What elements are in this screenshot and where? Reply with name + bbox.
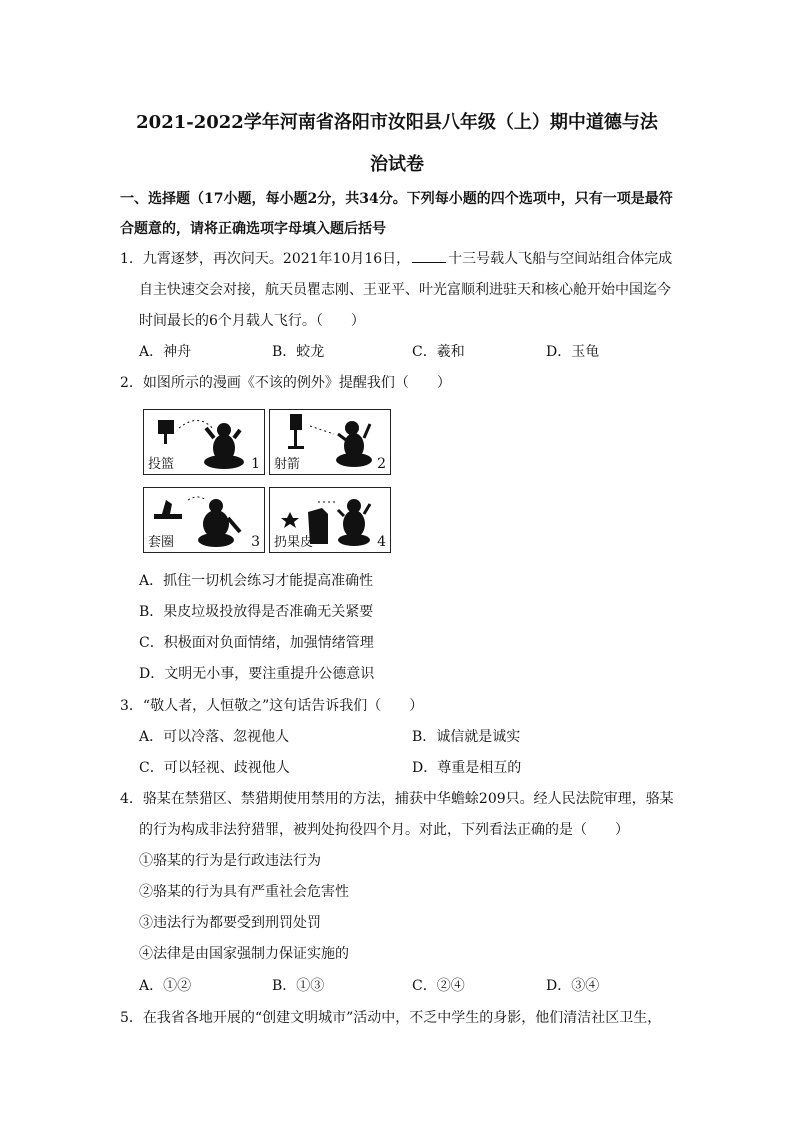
q1-stem-text-b: 十三号载人飞船与空间站组合体完成 <box>448 251 673 267</box>
q1-option-b: B．蛟龙 <box>272 344 325 360</box>
cartoon-panel-3 <box>143 487 265 553</box>
q2-option-b: B．果皮垃圾投放得是否准确无关紧要 <box>139 604 374 620</box>
q3-option-a: A．可以冷落、忽视他人 <box>139 729 290 745</box>
cartoon-panel-4 <box>269 487 391 553</box>
cartoon-panel-1 <box>143 409 265 475</box>
q4-option-d: D．③④ <box>546 978 600 994</box>
panel-number-1: 1 <box>251 456 260 472</box>
q4-stem-line1: 4．骆某在禁猎区、禁猎期使用禁用的方法，捕获中华蟾蜍209只。经人民法院审理，骆某 <box>120 791 674 807</box>
panel-label-4: 扔果皮 <box>274 535 314 550</box>
q1-option-d: D．玉龟 <box>546 344 600 360</box>
q2-option-c: C．积极面对负面情绪，加强情绪管理 <box>139 635 374 651</box>
q4-item-1: ①骆某的行为是行政违法行为 <box>139 853 321 869</box>
exam-title-line2: 治试卷 <box>370 154 424 175</box>
q2-stem: 2．如图所示的漫画《不该的例外》提醒我们（ ） <box>120 375 451 391</box>
q4-item-2: ②骆某的行为具有严重社会危害性 <box>139 884 349 900</box>
q2-option-d: D．文明无小事，要注重提升公德意识 <box>139 666 375 682</box>
q1-option-c: C．羲和 <box>412 344 465 360</box>
q4-option-c: C．②④ <box>412 978 465 994</box>
section-heading-line1: 一、选择题（17小题，每小题2分，共34分。下列每小题的四个选项中，只有一项是最符 <box>120 191 673 207</box>
section-heading-line2: 合题意的，请将正确选项字母填入题后括号 <box>120 221 386 237</box>
q3-option-b: B．诚信就是诚实 <box>412 729 521 745</box>
q4-option-b: B．①③ <box>272 978 325 994</box>
q1-stem-line2: 自主快速交会对接，航天员瞿志刚、王亚平、叶光富顺利进驻天和核心舱开始中国迄今 <box>139 282 671 298</box>
q5-stem-line1: 5．在我省各地开展的“创建文明城市”活动中，不乏中学生的身影，他们清洁社区卫生， <box>120 1010 662 1026</box>
q1-stem-line1 <box>120 250 672 268</box>
q1-option-a: A．神舟 <box>139 344 192 360</box>
cartoon-panel-2 <box>269 409 391 475</box>
panel-number-3: 3 <box>251 534 260 550</box>
panel-number-4: 4 <box>377 534 386 550</box>
q3-option-c: C．可以轻视、歧视他人 <box>139 760 290 776</box>
q4-item-4: ④法律是由国家强制力保证实施的 <box>139 946 349 962</box>
q2-option-a: A．抓住一切机会练习才能提高准确性 <box>139 573 374 589</box>
q3-stem: 3．“敬人者，人恒敬之”这句话告诉我们（ ） <box>120 698 424 714</box>
q3-option-d: D．尊重是相互的 <box>412 760 522 776</box>
panel-label-1: 投篮 <box>148 457 175 472</box>
panel-label-3: 套圈 <box>148 535 175 550</box>
panel-number-2: 2 <box>377 456 386 472</box>
q4-item-3: ③违法行为都要受到刑罚处罚 <box>139 915 321 931</box>
q1-stem-text-a: 1．九霄逐梦，再次问天。2021年10月16日， <box>120 251 411 267</box>
q4-stem-line2: 的行为构成非法狩猎罪，被判处拘役四个月。对此，下列看法正确的是（ ） <box>139 822 629 838</box>
q1-answer-blank <box>412 250 446 263</box>
q1-stem-line3: 时间最长的6个月载人飞行。（ ） <box>139 313 365 329</box>
panel-label-2: 射箭 <box>274 457 301 472</box>
exam-title-line1: 2021-2022学年河南省洛阳市汝阳县八年级（上）期中道德与法 <box>136 112 658 133</box>
q4-option-a: A．①② <box>139 978 192 994</box>
